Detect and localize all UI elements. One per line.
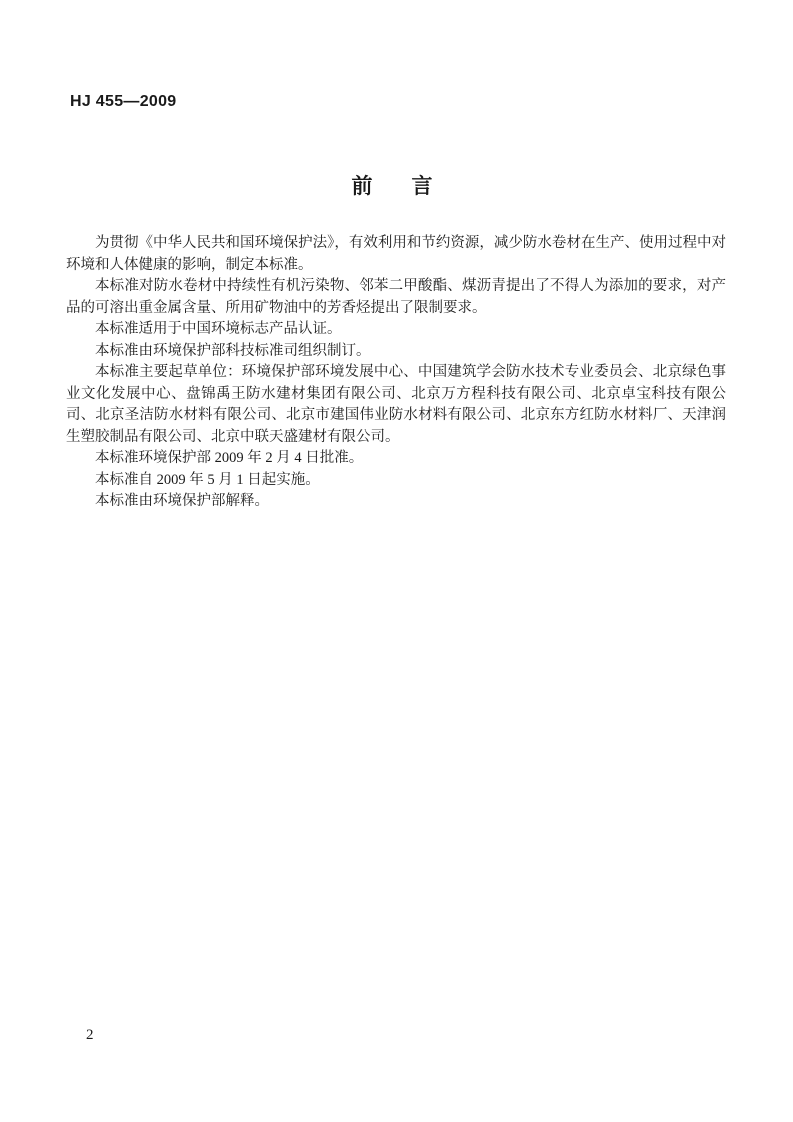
foreword-title: 前 言 [351,175,442,198]
paragraph-implementation-date: 本标准自 2009 年 5 月 1 日起实施。 [95,471,320,488]
paragraph-requirements: 本标准对防水卷材中持续性有机污染物、邻苯二甲酸酯、煤沥青提出了不得人为添加的要求，对产品的可溶出重金属含量、所用矿物油中的芳香烃提出了限制要求。 [66,278,726,316]
paragraph-drafting-units: 本标准主要起草单位：环境保护部环境发展中心、中国建筑学会防水技术专业委员会、北京绿色事业文化发展中心、盘锦禹王防水建材集团有限公司、北京万方程科技有限公司、北京卓宝科技有限公司、北京圣洁防水材料有限公司、北京市建国伟业防水材料有限公司、北京东方红防水材料厂、天津润生塑胶制品有限公司、北京中联天盛建材有限公司。 [66,364,726,445]
paragraph-applicability: 本标准适用于中国环境标志产品认证。 [95,321,342,337]
paragraph-purpose: 为贯彻《中华人民共和国环境保护法》，有效利用和节约资源，减少防水卷材在生产、使用过程中对环境和人体健康的影响，制定本标准。 [66,235,726,273]
paragraph-approval-date: 本标准环境保护部 2009 年 2 月 4 日批准。 [95,450,364,466]
paragraph-interpretation: 本标准由环境保护部解释。 [95,493,269,509]
standard-number-header: HJ 455—2009 [70,93,177,110]
page-number: 2 [86,1027,94,1043]
foreword-body [66,233,726,513]
paragraph-organizer: 本标准由环境保护部科技标准司组织制订。 [95,342,371,359]
